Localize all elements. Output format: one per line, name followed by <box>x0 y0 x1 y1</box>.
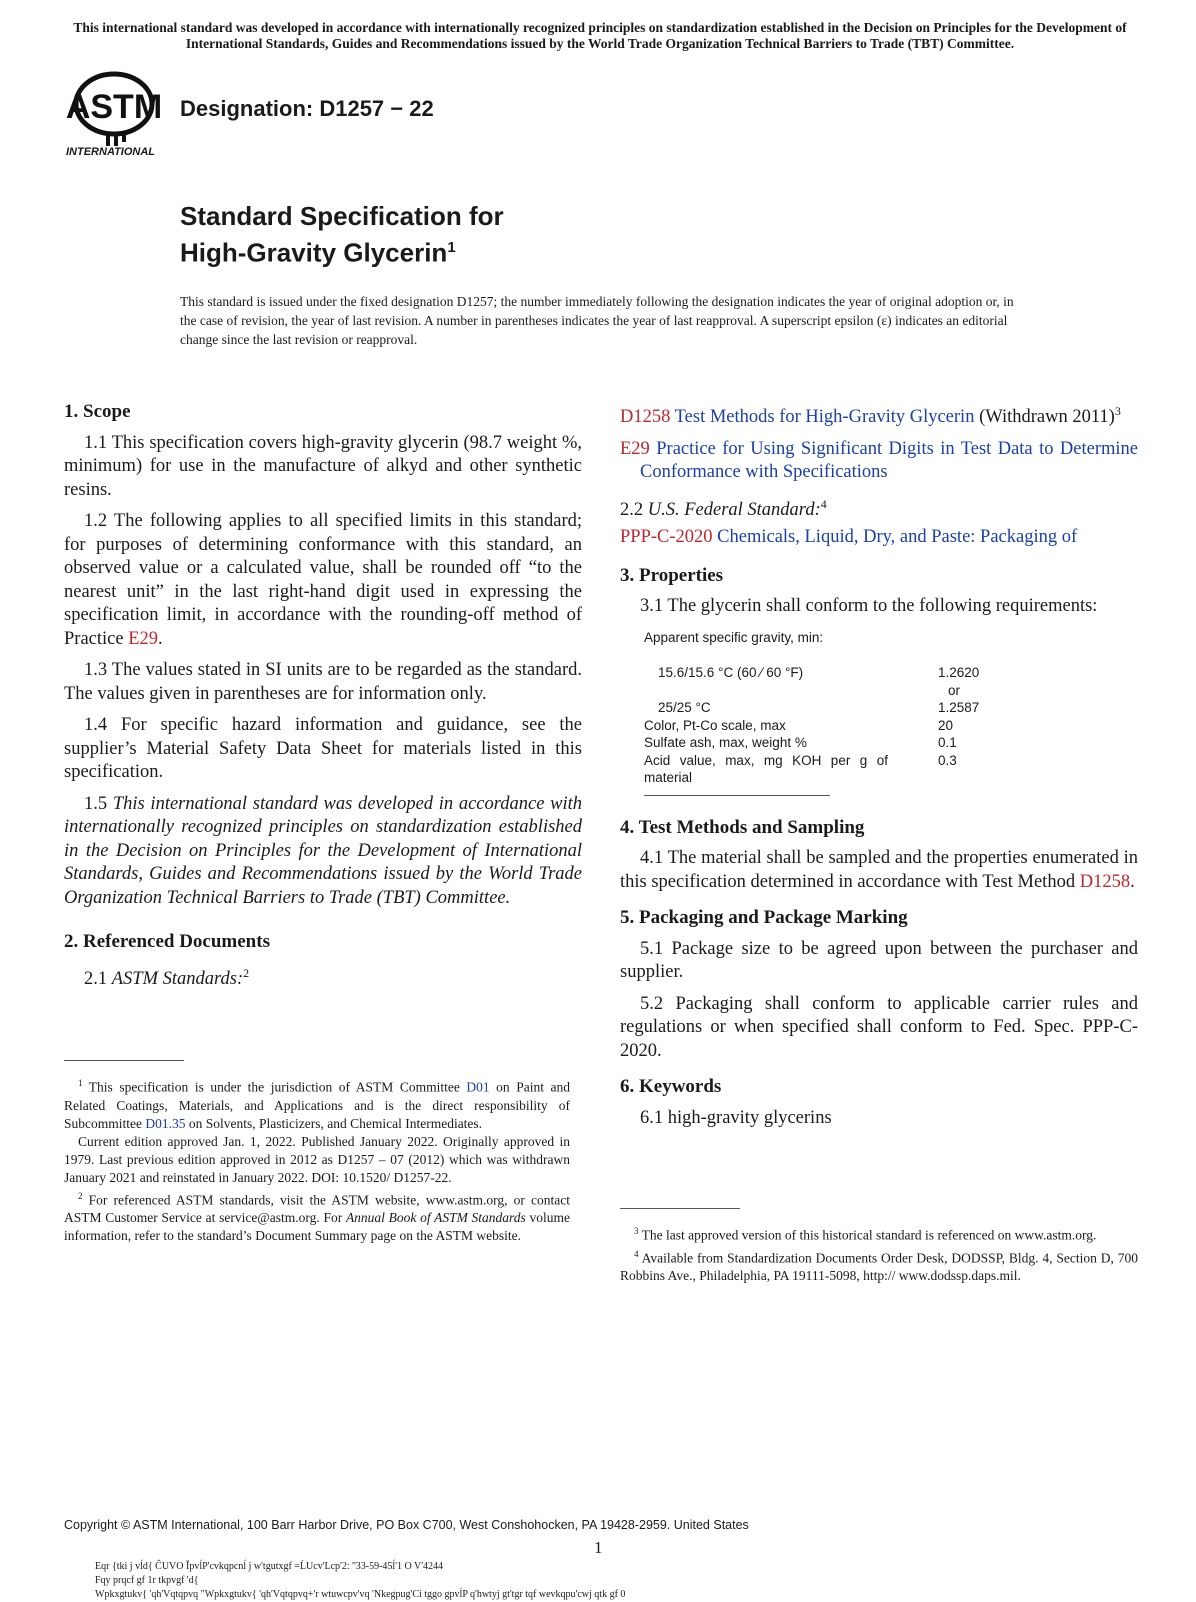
footnote-1-edition: Current edition approved Jan. 1, 2022. Published January 2022. Originally approved in 1979. Last previous edition approved in 2012 as D1257 – 07 (2012) which was withdrawn January 2021 and reinstated in January 2022. DOI: 10.1520/ D1257-22. <box>64 1133 570 1185</box>
right-column <box>620 400 1138 1138</box>
svg-text:ASTM: ASTM <box>65 88 163 126</box>
footnote-4: $^4$ Available from Standardization Documents Order Desk, DODSSP, Bldg. 4, Section D, 700 Robbins Ave., Philadelphia, PA 19111-5098, http:// www.dodssp.daps.mil. <box>620 1248 1138 1283</box>
para-5-2: 5.2 Packaging shall conform to applicable carrier rules and regulations or when specified shall conform to Fed. Spec. PPP-C-2020. <box>620 993 1138 1061</box>
para-2-2: 2.2 U.S. Federal Standard:$^4$ <box>620 496 827 520</box>
footnote-2: $^2$ For referenced ASTM standards, visit the ASTM website, www.astm.org, or contact ASTM Customer Service at service@astm.org. For Annual Book of ASTM Standards volume information, refer to the standard’s Document Summary page on the ASTM website. <box>64 1190 571 1243</box>
ref-d1258: D1258 Test Methods for High-Gravity Glycerin (Withdrawn 2011)$^3$ <box>620 404 1121 428</box>
footnotes-left <box>64 1074 570 1245</box>
section-1-heading: 1. Scope <box>64 401 131 422</box>
footnote-rule-left <box>64 1060 184 1061</box>
d1258-ref-link[interactable]: D1258 <box>620 407 671 428</box>
ref-e29: E29 Practice for Using Significant Digits in Test Data to Determine Conformance with Specifications <box>620 438 1138 483</box>
d0135-link[interactable]: D01.35 <box>145 1115 186 1131</box>
section-6-heading: 6. Keywords <box>620 1076 722 1098</box>
properties-table: Apparent specific gravity, min: 15.6/15.6 °C (60 ⁄ 60 °F) 1.2620 or 25/25 °C 1.2587 Color, Pt-Co scale, max 20 Sulfate ash, max, weight % 0.1 Acid value, max, mg KOH per g of material 0.3 <box>644 629 980 786</box>
logo-subtext: INTERNATIONAL <box>66 146 156 158</box>
footnote-3: $^3$ The last approved version of this historical standard is referenced on www.astm.org. <box>634 1226 1097 1243</box>
section-5-heading: 5. Packaging and Package Marking <box>620 907 908 929</box>
wto-notice: This international standard was developed in accordance with internationally recognized principles on standardization established in the Decision on Principles for the Development of International Standards, Guides and Recommendations issued by the World Trade Organization Technical Barriers to Trade (TBT) Committee. <box>73 20 1127 51</box>
para-1-1: 1.1 This specification covers high-gravity glycerin (98.7 weight %, minimum) for use in the manufacture of alkyd and other synthetic resins. <box>64 432 582 500</box>
astm-logo <box>62 66 172 166</box>
title-footnote-mark: 1 <box>447 239 456 256</box>
section-4-heading: 4. Test Methods and Sampling <box>620 816 865 838</box>
ref-ppp-c-2020: PPP-C-2020 Chemicals, Liquid, Dry, and Paste: Packaging of <box>620 527 1078 548</box>
copyright-notice: Copyright © ASTM International, 100 Barr Harbor Drive, PO Box C700, West Conshohocken, PA 19428-2959. United States <box>64 1518 749 1532</box>
para-1-2: 1.2 The following applies to all specified limits in this standard; for purposes of determining conformance with this standard, an observed value or a calculated value, shall be rounded off “to the nearest unit” in the last right-hand digit used in expressing the specification limit, in accordance with the rounding-off method of Practice E29. <box>64 511 582 649</box>
para-1-4: 1.4 For specific hazard information and guidance, see the supplier’s Material Safety Data Sheet for materials listed in this specification. <box>64 715 582 782</box>
footnotes-right <box>620 1222 1138 1285</box>
footnote-1: $^1$ This specification is under the jurisdiction of ASTM Committee D01 on Paint and Related Coatings, Materials, and Applications and is the direct responsibility of Subcommittee D01.35 on Solvents, Plasticizers, and Chemical Intermediates. <box>64 1078 570 1131</box>
title-line-2: High-Gravity Glycerin <box>180 237 448 268</box>
table-end-rule <box>644 795 830 796</box>
license-watermark: Eqr {tki j vĺd{ ĈUVO ĬpvĺP'cvkqpcnĺ j w'tgutxgf =ĹUcv'Lcp'2: ''33-59-45ĺ'1 O V'4244 Fqy prqcf gf 1r tkpvgf 'd{ Wpkxgtukv{ 'qh'Vqtqpvq "Wpkxgtukv{ 'qh'Vqtqpvq+'r wtuwcpv'vq 'Nkegpug'Ci tggo gpvĺP q'hwtyj gt'tgr tqf wevkqpu'cwj qtk gf 0 <box>95 1561 626 1600</box>
page-title <box>180 200 504 269</box>
para-2-1: 2.1 ASTM Standards:$^2$ <box>84 965 250 989</box>
d1258-link[interactable]: D1258 <box>1079 871 1131 892</box>
title-line-1: Standard Specification for <box>180 201 504 231</box>
designation: Designation: D1257 − 22 <box>180 96 434 121</box>
page-number: 1 <box>594 1538 603 1557</box>
para-6-1: 6.1 high-gravity glycerins <box>640 1107 832 1128</box>
left-column <box>64 400 582 999</box>
props-header: Apparent specific gravity, min: <box>644 629 824 645</box>
e29-link[interactable]: E29 <box>128 628 159 649</box>
para-3-1: 3.1 The glycerin shall conform to the following requirements: <box>640 596 1098 617</box>
footnote-rule-right <box>620 1208 740 1209</box>
d01-link[interactable]: D01 <box>466 1079 490 1095</box>
para-5-1: 5.1 Package size to be agreed upon between the purchaser and supplier. <box>620 938 1138 983</box>
section-3-heading: 3. Properties <box>620 564 724 586</box>
e29-ref-link[interactable]: E29 <box>620 438 650 459</box>
issuance-note: This standard is issued under the fixed designation D1257; the number immediately following the designation indicates the year of original adoption or, in the case of revision, the year of last revision. A number in parentheses indicates the year of last reapproval. A superscript epsilon (ε) indicates an editorial change since the last revision or reapproval. <box>180 294 1014 347</box>
para-4-1: 4.1 The material shall be sampled and the properties enumerated in this specification determined in accordance with Test Method D1258. <box>620 848 1138 892</box>
ppp-ref-link[interactable]: PPP-C-2020 <box>620 527 713 548</box>
section-2-heading: 2. Referenced Documents <box>64 931 270 952</box>
para-1-5: 1.5 This international standard was developed in accordance with internationally recognized principles on standardization established in the Decision on Principles for the Development of International Standards, Guides and Recommendations issued by the World Trade Organization Technical Barriers to Trade (TBT) Committee. <box>64 793 583 908</box>
para-1-3: 1.3 The values stated in SI units are to be regarded as the standard. The values given in parentheses are for information only. <box>64 660 582 704</box>
